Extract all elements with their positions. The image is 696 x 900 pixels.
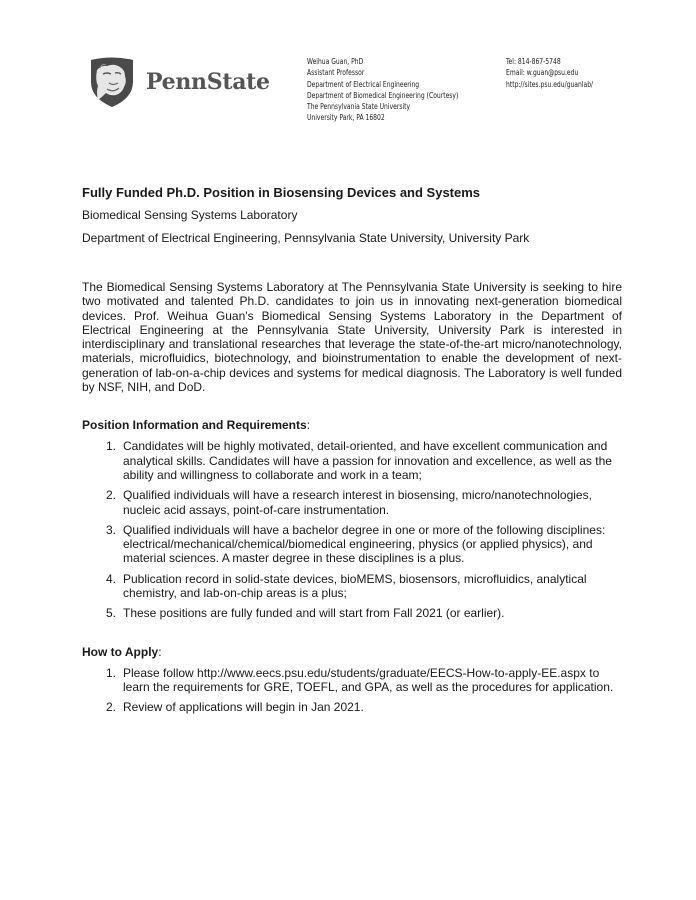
telephone: Tel: 814-867-5748 [506, 56, 561, 66]
author-address: University Park, PA 16802 [307, 112, 385, 123]
requirements-list [82, 439, 622, 620]
list-item: 2. Qualified individuals will have a research interest in biosensing, micro/nanotechnologies, nucleic acid assays, point-of-care instrumentation. [106, 488, 592, 517]
contact-info-block [506, 56, 593, 90]
pennstate-logo [89, 56, 270, 108]
intro-paragraph: The Biomedical Sensing Systems Laboratory at The Pennsylvania State University is seeking to hire two motivated and talented Ph.D. candidates to join us in innovating next-generation biomedical devices. Prof. Weihua Guan's Biomedical Sensing Systems Laboratory in the Department of Electrical Engineering at the Pennsylvania State University, University Park is interested in interdisciplinary and translational researches that leverage the state-of-the-art micro/nanotechnology, materials, microfluidics, biotechnology, and bioinstrumentation to enable the development of next-generation of lab-on-a-chip devices and systems for medical diagnosis. The Laboratory is well funded by NSF, NIH, and DoD. [82, 280, 622, 395]
author-title: Assistant Professor [307, 67, 365, 78]
list-item: 1. Candidates will be highly motivated, detail-oriented, and have excellent communication and analytical skills. Candidates will have a passion for innovation and excellence, as well as the ability and willingness to collaborate and work in a team; [106, 439, 612, 482]
lab-website-link[interactable]: http://sites.psu.edu/guanlab/ [506, 78, 594, 89]
email-link[interactable]: Email: w.guan@psu.edu [506, 67, 579, 78]
department-line: Department of Electrical Engineering, Pennsylvania State University, University Park [82, 231, 530, 245]
letterhead [0, 0, 696, 140]
author-name: Weihua Guan, PhD [307, 56, 364, 66]
list-item: 1. Please follow http://www.eecs.psu.edu/students/graduate/EECS-How-to-apply-EE.aspx to learn the requirements for GRE, TOEFL, and GPA, as well as the procedures for application. [106, 665, 614, 694]
document-title: Fully Funded Ph.D. Position in Biosensing Devices and Systems [82, 185, 481, 200]
author-department: Department of Electrical Engineering [307, 78, 420, 89]
author-contact-block [307, 56, 458, 124]
pennstate-wordmark: PennState [146, 69, 270, 95]
document-body [82, 185, 622, 721]
author-university: The Pennsylvania State University [307, 101, 411, 112]
how-to-apply-heading: How to Apply: [82, 644, 162, 659]
requirements-heading: Position Information and Requirements: [82, 418, 311, 433]
author-courtesy-department: Department of Biomedical Engineering (Courtesy) [307, 89, 459, 100]
list-item: 3. Qualified individuals will have a bachelor degree in one or more of the following disciplines: electrical/mechanical/chemical/biomedical engineering, physics (or applied physics), and material sciences. A master degree in these disciplines is a plus. [106, 522, 606, 566]
list-item: 2. Review of applications will begin in Jan 2021. [106, 700, 364, 715]
list-item: 4. Publication record in solid-state devices, bioMEMS, biosensors, microfluidics, analytical chemistry, and lab-on-chip areas is a plus; [106, 571, 587, 601]
nittany-lion-shield-icon [89, 56, 135, 108]
apply-list [82, 666, 622, 715]
list-item: 5. These positions are fully funded and will start from Fall 2021 (or earlier). [106, 606, 505, 621]
lab-name: Biomedical Sensing Systems Laboratory [82, 208, 298, 222]
